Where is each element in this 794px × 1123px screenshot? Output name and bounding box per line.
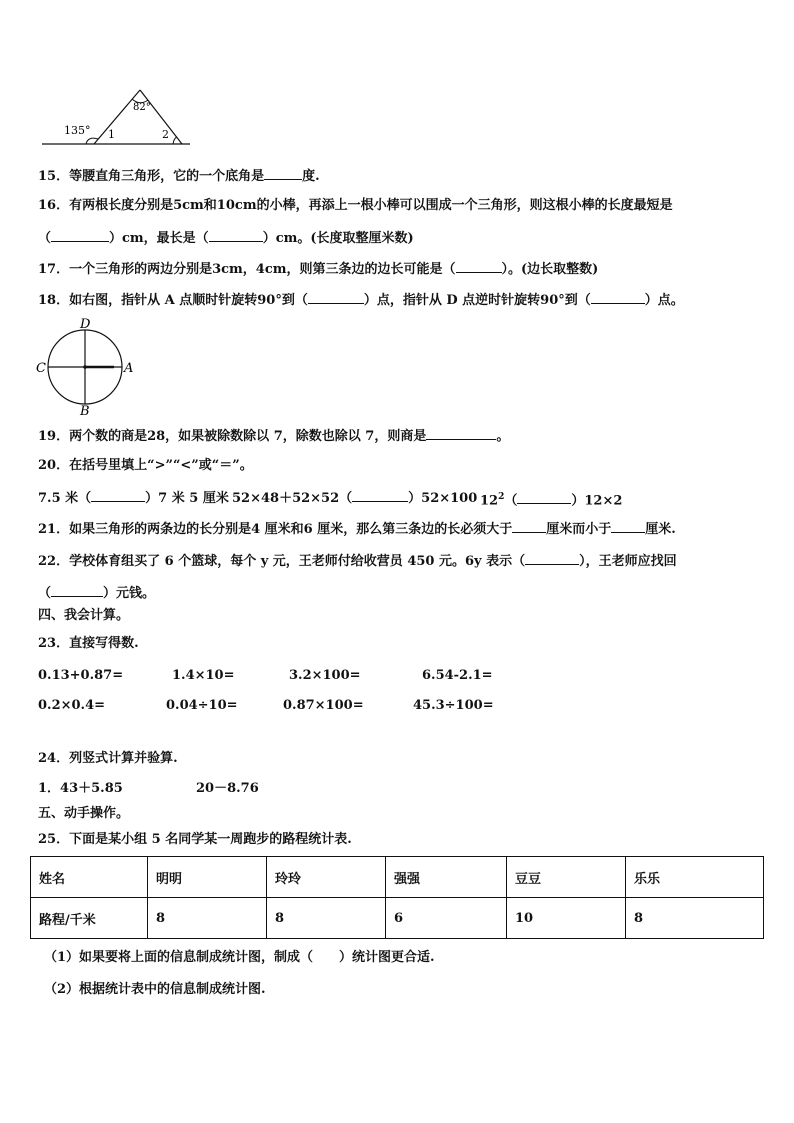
q18-blank-1[interactable] bbox=[308, 291, 364, 304]
q20-compare-3 bbox=[480, 489, 622, 509]
q20-blank-1[interactable] bbox=[91, 489, 145, 502]
q21-blank-2[interactable] bbox=[611, 520, 645, 533]
q23-item-6: 0.04÷10= bbox=[166, 698, 238, 713]
table-cell: 8 bbox=[267, 898, 386, 939]
q20-c1-a: 7.5 米（ bbox=[38, 491, 92, 506]
q22-blank-2[interactable] bbox=[51, 584, 103, 597]
q25-sub-2 bbox=[44, 982, 266, 998]
q22-blank-1[interactable] bbox=[525, 552, 579, 565]
q20-c2-a: 52×48＋52×52（ bbox=[232, 491, 353, 506]
q16-line1-text: 16．有两根长度分别是5cm和10cm的小棒，再添上一根小棒可以围成一个三角形，则这根小棒的长度最短是 bbox=[38, 198, 673, 213]
q22-l2-a: （ bbox=[38, 586, 52, 601]
question-25-title bbox=[38, 832, 352, 848]
question-21 bbox=[38, 520, 676, 538]
q17-text-b: ）。(边长取整数) bbox=[501, 262, 599, 277]
q23-item-8: 45.3÷100= bbox=[413, 698, 494, 713]
table-cell: 6 bbox=[386, 898, 507, 939]
q22-text-b: ），王老师应找回 bbox=[579, 554, 677, 569]
section-4-text: 四、我会计算。 bbox=[38, 608, 130, 623]
triangle-figure bbox=[36, 80, 196, 150]
table-cell: 路程/千米 bbox=[31, 898, 148, 939]
q19-answer-blank[interactable] bbox=[426, 427, 496, 440]
section-5-heading bbox=[38, 806, 129, 822]
q16-shortest-blank[interactable] bbox=[51, 229, 109, 242]
q20-c2-b: ）52×100 bbox=[408, 491, 478, 506]
q23-title: 23．直接写得数. bbox=[38, 636, 139, 651]
q16-l2-a: （ bbox=[38, 231, 52, 246]
table-row bbox=[31, 898, 764, 939]
q20-blank-2[interactable] bbox=[352, 489, 408, 502]
table-cell: 10 bbox=[507, 898, 626, 939]
table-header-row bbox=[31, 857, 764, 898]
q20-c3-b: （ bbox=[504, 493, 518, 509]
q20-title: 20．在括号里填上“>”“<”或“＝”。 bbox=[38, 458, 253, 473]
question-22-line-1 bbox=[38, 552, 677, 570]
q16-l2-c: ）cm。(长度取整厘米数) bbox=[262, 231, 414, 246]
section-4-heading bbox=[38, 608, 129, 624]
q22-l2-b: ）元钱。 bbox=[103, 586, 156, 601]
q16-l2-b: ）cm，最长是（ bbox=[109, 231, 209, 246]
label-b: B bbox=[80, 404, 90, 417]
angle-1-label: 1 bbox=[108, 128, 115, 141]
label-a: A bbox=[124, 361, 134, 376]
q15-text-a: 15．等腰直角三角形，它的一个底角是 bbox=[38, 169, 265, 184]
section-5-text: 五、动手操作。 bbox=[38, 806, 130, 821]
triangle-left-side bbox=[94, 90, 140, 144]
question-24-title bbox=[38, 751, 178, 767]
q23-item-1: 0.13+0.87= bbox=[38, 668, 124, 683]
question-16-line-2 bbox=[38, 229, 414, 247]
q23-item-4: 6.54-2.1= bbox=[422, 668, 493, 683]
angle-arc-2 bbox=[173, 137, 177, 144]
table-cell: 强强 bbox=[386, 857, 507, 898]
table-cell: 8 bbox=[626, 898, 764, 939]
q25-sub1-text: （1）如果要将上面的信息制成统计图，制成（ ）统计图更合适. bbox=[44, 950, 435, 965]
question-19 bbox=[38, 427, 509, 445]
q15-text-b: 度. bbox=[302, 169, 320, 184]
label-c: C bbox=[36, 361, 46, 376]
q24-item-1: 1．43＋5.85 bbox=[38, 781, 123, 796]
q22-text-a: 22．学校体育组买了 6 个篮球，每个 y 元，王老师付给收营员 450 元。6y 表示（ bbox=[38, 554, 526, 569]
table-cell: 8 bbox=[148, 898, 267, 939]
q23-item-5: 0.2×0.4= bbox=[38, 698, 106, 713]
q25-sub2-text: （2）根据统计表中的信息制成统计图. bbox=[44, 982, 266, 997]
question-23-title bbox=[38, 636, 139, 652]
q24-title: 24．列竖式计算并验算. bbox=[38, 751, 178, 766]
question-16-line-1 bbox=[38, 198, 673, 214]
q18-text-a: 18．如右图，指针从 A 点顺时针旋转90°到（ bbox=[38, 293, 308, 308]
question-20-title bbox=[38, 458, 253, 474]
table-cell: 姓名 bbox=[31, 857, 148, 898]
q21-text-c: 厘米. bbox=[645, 522, 676, 537]
q18-blank-2[interactable] bbox=[591, 291, 645, 304]
triangle-right-side bbox=[140, 90, 182, 144]
q20-c3-a: 12 bbox=[480, 493, 499, 509]
table-cell: 豆豆 bbox=[507, 857, 626, 898]
question-15 bbox=[38, 167, 320, 185]
circle-figure bbox=[34, 315, 144, 417]
question-22-line-2 bbox=[38, 584, 155, 602]
q23-item-2: 1.4×10= bbox=[172, 668, 235, 683]
label-d: D bbox=[80, 317, 91, 332]
q21-blank-1[interactable] bbox=[512, 520, 546, 533]
q25-sub-1 bbox=[44, 950, 435, 966]
q20-c3-c: ）12×2 bbox=[571, 493, 623, 509]
q21-text-a: 21．如果三角形的两条边的长分别是4 厘米和6 厘米，那么第三条边的长必须大于 bbox=[38, 522, 513, 537]
angle-outer-label: 135° bbox=[64, 124, 91, 137]
q20-compare-1 bbox=[38, 489, 229, 507]
table-cell: 明明 bbox=[148, 857, 267, 898]
angle-top-label: 82° bbox=[133, 102, 151, 113]
q25-title: 25．下面是某小组 5 名同学某一周跑步的路程统计表. bbox=[38, 832, 352, 847]
angle-2-label: 2 bbox=[162, 128, 169, 141]
q17-text-a: 17．一个三角形的两边分别是3cm，4cm，则第三条边的边长可能是（ bbox=[38, 262, 456, 277]
table-cell: 玲玲 bbox=[267, 857, 386, 898]
q20-compare-2 bbox=[232, 489, 477, 507]
q24-item-2: 20－8.76 bbox=[196, 781, 259, 796]
question-17 bbox=[38, 260, 598, 278]
q20-c1-b: ）7 米 5 厘米 bbox=[145, 491, 229, 506]
running-distance-table bbox=[30, 856, 764, 939]
q19-text-a: 19．两个数的商是28，如果被除数除以 7，除数也除以 7，则商是 bbox=[38, 429, 427, 444]
q18-text-c: ）点。 bbox=[644, 293, 684, 308]
q20-blank-3[interactable] bbox=[517, 491, 571, 504]
q16-longest-blank[interactable] bbox=[209, 229, 263, 242]
q23-item-7: 0.87×100= bbox=[283, 698, 364, 713]
q18-text-b: ）点，指针从 D 点逆时针旋转90°到（ bbox=[363, 293, 591, 308]
q17-answer-blank[interactable] bbox=[456, 260, 502, 273]
q21-text-b: 厘米而小于 bbox=[546, 522, 612, 537]
table-cell: 乐乐 bbox=[626, 857, 764, 898]
q23-item-3: 3.2×100= bbox=[289, 668, 361, 683]
q19-text-b: 。 bbox=[496, 429, 510, 444]
q20-c3-sup: 2 bbox=[498, 492, 505, 502]
q15-answer-blank[interactable] bbox=[264, 167, 302, 180]
question-18 bbox=[38, 291, 684, 309]
